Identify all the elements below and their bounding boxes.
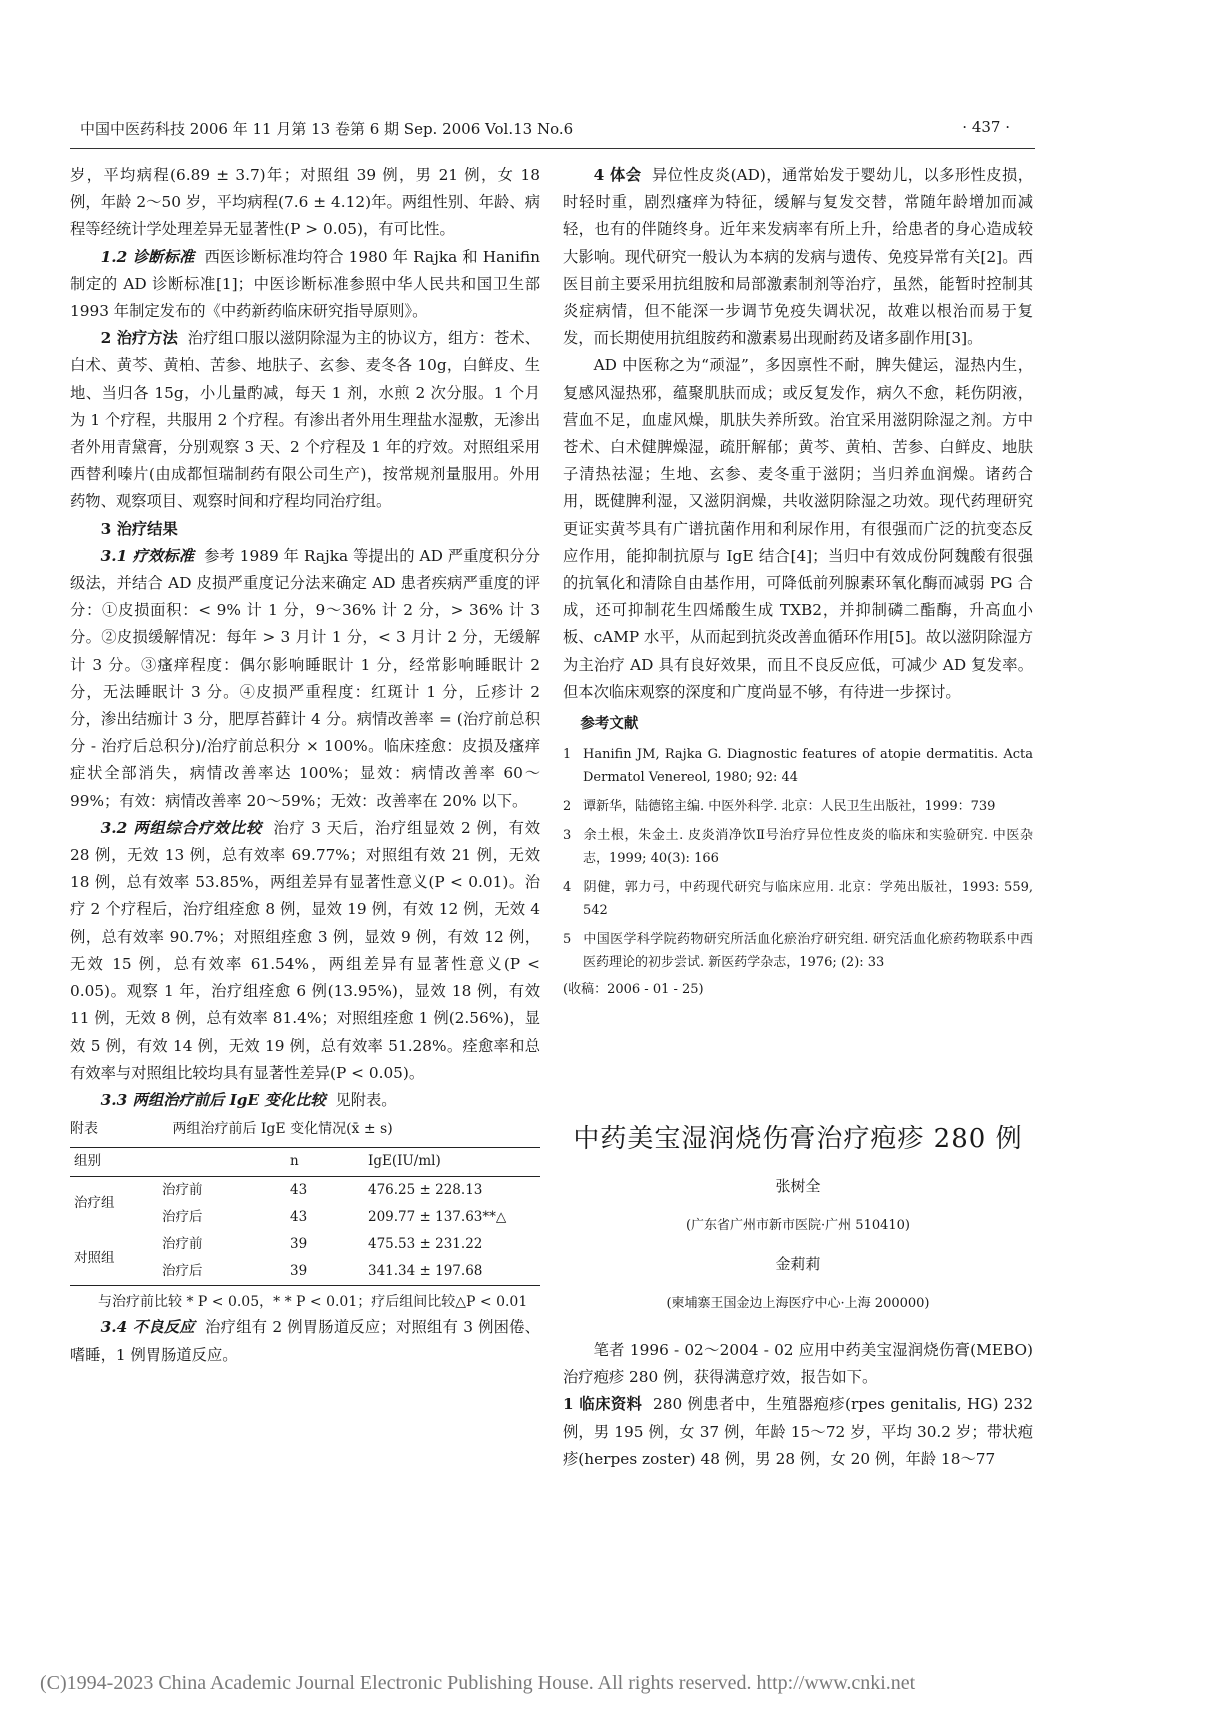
reference-number: 5 — [563, 932, 572, 948]
section-3-2 — [70, 815, 540, 1087]
section-3-1 — [70, 543, 540, 815]
reference-text: Hanifin JM, Rajka G. Diagnostic features of atopie dermatitis. Acta Dermatol Venereol, 1980; 92: 44 — [583, 747, 1033, 786]
section-body: 治疗 3 天后，治疗组显效 2 例，有效 28 例，无效 13 例，总有效率 69.77%；对照组有效 21 例，无效 18 例，总有效率 53.85%，两组差异有显著性意义(P < 0.01)。治疗 2 个疗程后，治疗组痊愈 8 例，显效 19 例，有效 12 例，无效 4 例，总有效率 90.7%；对照组痊愈 3 例，显效 9 例，有效 12 例，无效 15 例，总有效率 61.54%，两组差异有显著性意义(P < 0.05)。观察 1 年，治疗组痊愈 6 例(13.95%)，显效 18 例，有效 11 例，无效 8 例，总有效率 81.4%；对照组痊愈 1 例(2.56%)，显效 5 例，有效 14 例，无效 19 例，总有效率 51.28%。痊愈率和总有效率与对照组比较均具有显著性差异(P < 0.05)。 — [70, 818, 540, 1082]
affiliation: (柬埔寨王国金边上海医疗中心·上海 200000) — [666, 1296, 930, 1311]
table-header-cell: IgE(IU/ml) — [368, 1153, 441, 1170]
second-article — [563, 1118, 1033, 1473]
section-heading: 3.1 疗效标准 — [100, 546, 195, 565]
table-header-cell: n — [290, 1153, 299, 1170]
table-header-row — [70, 1148, 540, 1176]
table-label: 附表 — [70, 1121, 98, 1138]
table-header-cell — [158, 1148, 286, 1176]
section-heading: 3.4 不良反应 — [100, 1318, 195, 1337]
page-number: · 437 · — [962, 118, 1010, 136]
section-1 — [563, 1391, 1033, 1473]
article-title: 中药美宝湿润烧伤膏治疗疱疹 280 例 — [573, 1124, 1023, 1154]
journal-citation: 中国中医药科技 2006 年 11 月第 13 卷第 6 期 Sep. 2006 Vol.13 No.6 — [80, 120, 574, 138]
section-heading: 2 治疗方法 — [100, 329, 178, 348]
section-2 — [70, 325, 540, 515]
table-row — [70, 1176, 540, 1204]
received-date: (收稿：2006 - 01 - 25) — [563, 982, 704, 998]
table-cell: 43 — [290, 1181, 308, 1198]
right-column — [563, 162, 1033, 1003]
table-title: 两组治疗前后 IgE 变化情况(x̄ ± s) — [172, 1121, 393, 1138]
ige-table — [70, 1147, 540, 1286]
table-row — [70, 1231, 540, 1258]
section-heading: 1.2 诊断标准 — [100, 247, 195, 266]
article-body — [563, 1337, 1033, 1473]
references-title: 参考文献 — [580, 715, 639, 733]
paragraph: 笔者 1996 - 02～2004 - 02 应用中药美宝湿润烧伤膏(MEBO)治疗疱疹 280 例，获得满意疗效，报告如下。 — [563, 1341, 1033, 1387]
table-cell: 43 — [290, 1208, 308, 1225]
section-heading: 3 治疗结果 — [100, 519, 178, 538]
reference-number: 3 — [563, 828, 572, 844]
section-3-4 — [70, 1314, 540, 1368]
paragraph: 岁，平均病程(6.89 ± 3.7)年；对照组 39 例，男 21 例，女 18 例，年龄 2～50 岁，平均病程(7.6 ± 4.12)年。两组性别、年龄、病程等经统计学处理差异无显著性(P > 0.05)，有可比性。 — [70, 166, 540, 239]
table-cell: 476.25 ± 228.13 — [368, 1181, 483, 1198]
table-cell: 治疗后 — [162, 1208, 203, 1225]
reference-number: 4 — [563, 880, 572, 896]
reference-item — [563, 876, 1033, 922]
left-column — [70, 162, 540, 1369]
running-header — [70, 118, 1030, 146]
reference-item — [563, 743, 1033, 789]
section-body: 西医诊断标准均符合 1980 年 Rajka 和 Hanifin 制定的 AD 诊断标准[1]；中医诊断标准参照中华人民共和国卫生部 1993 年制定发布的《中药新药临床研究指导原则》。 — [70, 247, 540, 321]
reference-text: 谭新华，陆德铭主编. 中医外科学. 北京：人民卫生出版社，1999：739 — [583, 799, 996, 815]
reference-number: 2 — [563, 799, 572, 815]
section-heading: 3.2 两组综合疗效比较 — [100, 818, 263, 837]
table-cell: 对照组 — [74, 1249, 115, 1266]
table-note: 与治疗前比较 * P < 0.05，* * P < 0.01；疗后组间比较△P < 0.01 — [98, 1294, 528, 1311]
table-cell: 475.53 ± 231.22 — [368, 1235, 483, 1252]
section-body: 280 例患者中，生殖器疱疹(rpes genitalis, HG) 232 例，男 195 例，女 37 例，年龄 15～72 岁，平均 30.2 岁；带状疱疹(herpes zoster) 48 例，男 28 例，女 20 例，年龄 18～77 — [563, 1395, 1033, 1468]
section-body: 异位性皮炎(AD)，通常始发于婴幼儿，以多形性皮损，时轻时重，剧烈瘙痒为特征，缓解与复发交替，常随年龄增加而减轻，也有的伴随终身。近年来发病率有所上升，给患者的身心造成较大影响。现代研究一般认为本病的发病与遗传、免疫异常有关[2]。西医目前主要采用抗组胺和局部激素制剂等治疗，虽然，能暂时控制其炎症病情，但不能深一步调节免疫失调状况，故难以根治而易于复发，而长期使用抗组胺药和激素易出现耐药及诸多副作用[3]。 — [563, 166, 1033, 348]
table-cell: 39 — [290, 1263, 308, 1280]
section-body: 治疗组口服以滋阴除湿为主的协议方，组方：苍术、白术、黄芩、黄柏、苦参、地肤子、玄参、麦冬各 10g，白鲜皮、生地、当归各 15g，小儿量酌减，每天 1 剂，水煎 2 次分服。1 个月为 1 个疗程，共服用 2 个疗程。有渗出者外用生理盐水湿敷，无渗出者外用青黛膏，分别观察 3 天、2 个疗程及 1 年的疗效。对照组采用西替利嗪片(由成都恒瑞制药有限公司生产)，按常规剂量服用。外用药物、观察项目、观察时间和疗程均同治疗组。 — [70, 329, 540, 511]
table-caption — [70, 1116, 540, 1143]
section-4 — [563, 162, 1033, 352]
reference-text: 余土根，朱金土. 皮炎消净饮Ⅱ号治疗异位性皮炎的临床和实验研究. 中医杂志，1999; 40(3): 166 — [583, 828, 1033, 867]
table-cell: 治疗后 — [162, 1263, 203, 1280]
table-cell: 治疗组 — [74, 1195, 115, 1212]
section-body: 见附表。 — [335, 1090, 397, 1109]
reference-item — [563, 824, 1033, 870]
paragraph: AD 中医称之为“顽湿”，多因禀性不耐，脾失健运，湿热内生，复感风湿热邪，蕴聚肌肤而成；或反复发作，病久不愈，耗伤阴液，营血不足，血虚风燥，肌肤失养所致。治宜采用滋阴除湿之剂。方中苍术、白术健脾燥湿，疏肝解郁；黄芩、黄柏、苦参、白鲜皮、地肤子清热祛湿；生地、玄参、麦冬重于滋阴；当归养血润燥。诸药合用，既健脾利湿，又滋阴润燥，共收滋阴除湿之功效。现代药理研究更证实黄芩具有广谱抗菌作用和利尿作用，有很强而广泛的抗变态反应作用，能抑制抗原与 IgE 结合[4]；当归中有效成份阿魏酸有很强的抗氧化和清除自由基作用，可降低前列腺素环氧化酶而减弱 PG 合成，还可抑制花生四烯酸生成 TXB2，并抑制磷二酯酶，升高血小板、cAMP 水平，从而起到抗炎改善血循环作用[5]。故以滋阴除湿方为主治疗 AD 具有良好效果，而且不良反应低，可减少 AD 复发率。但本次临床观察的深度和广度尚显不够，有待进一步探讨。 — [563, 356, 1033, 701]
author: 金莉莉 — [775, 1255, 821, 1273]
section-body: 参考 1989 年 Rajka 等提出的 AD 严重度积分分级法，并结合 AD 皮损严重度记分法来确定 AD 患者疾病严重度的评分：①皮损面积：< 9% 计 1 分，9～36% 计 2 分，> 36% 计 3 分。②皮损缓解情况：每年 > 3 月计 1 分，< 3 月计 2 分，无缓解计 3 分。③瘙痒程度：偶尔影响睡眠计 1 分，经常影响睡眠计 2 分，无法睡眠计 3 分。④皮损严重程度：红斑计 1 分，丘疹计 2 分，渗出结痂计 3 分，肥厚苔藓计 4 分。病情改善率 = (治疗前总积分 - 治疗后总积分)/治疗前总积分 × 100%。临床痊愈：皮损及瘙痒症状全部消失，病情改善率达 100%；显效：病情改善率 60～99%；有效：病情改善率 20～59%；无效：改善率在 20% 以下。 — [70, 546, 540, 810]
table-cell: 治疗前 — [162, 1181, 203, 1198]
header-rule — [70, 148, 1035, 149]
table-cell: 341.34 ± 197.68 — [368, 1263, 483, 1280]
affiliation: (广东省广州市新市医院·广州 510410) — [685, 1218, 911, 1233]
table-cell: 209.77 ± 137.63**△ — [368, 1208, 507, 1225]
reference-number: 1 — [563, 747, 572, 763]
section-heading: 1 临床资料 — [563, 1395, 643, 1414]
reference-text: 阴健，郭力弓，中药现代研究与临床应用. 北京：学苑出版社，1993: 559, 542 — [583, 880, 1033, 919]
table-cell: 治疗前 — [162, 1235, 203, 1252]
author: 张树全 — [775, 1177, 821, 1195]
section-3-3 — [70, 1087, 540, 1114]
reference-item — [563, 928, 1033, 974]
section-1-2 — [70, 244, 540, 326]
section-body: 治疗组有 2 例胃肠道反应；对照组有 3 例困倦、嗜睡，1 例胃肠道反应。 — [70, 1318, 540, 1364]
reference-text: 中国医学科学院药物研究所活血化瘀治疗研究组. 研究活血化瘀药物联系中西医药理论的初步尝试. 新医药学杂志，1976; (2): 33 — [583, 932, 1033, 971]
section-heading: 4 体会 — [593, 166, 642, 184]
reference-item — [563, 795, 1033, 818]
table-header-cell: 组别 — [74, 1153, 101, 1170]
copyright-footer: (C)1994-2023 China Academic Journal Electronic Publishing House. All rights reserved. http://www.cnki.net — [40, 1672, 916, 1694]
table-cell: 39 — [290, 1235, 308, 1252]
section-heading: 3.3 两组治疗前后 IgE 变化比较 — [100, 1090, 326, 1109]
